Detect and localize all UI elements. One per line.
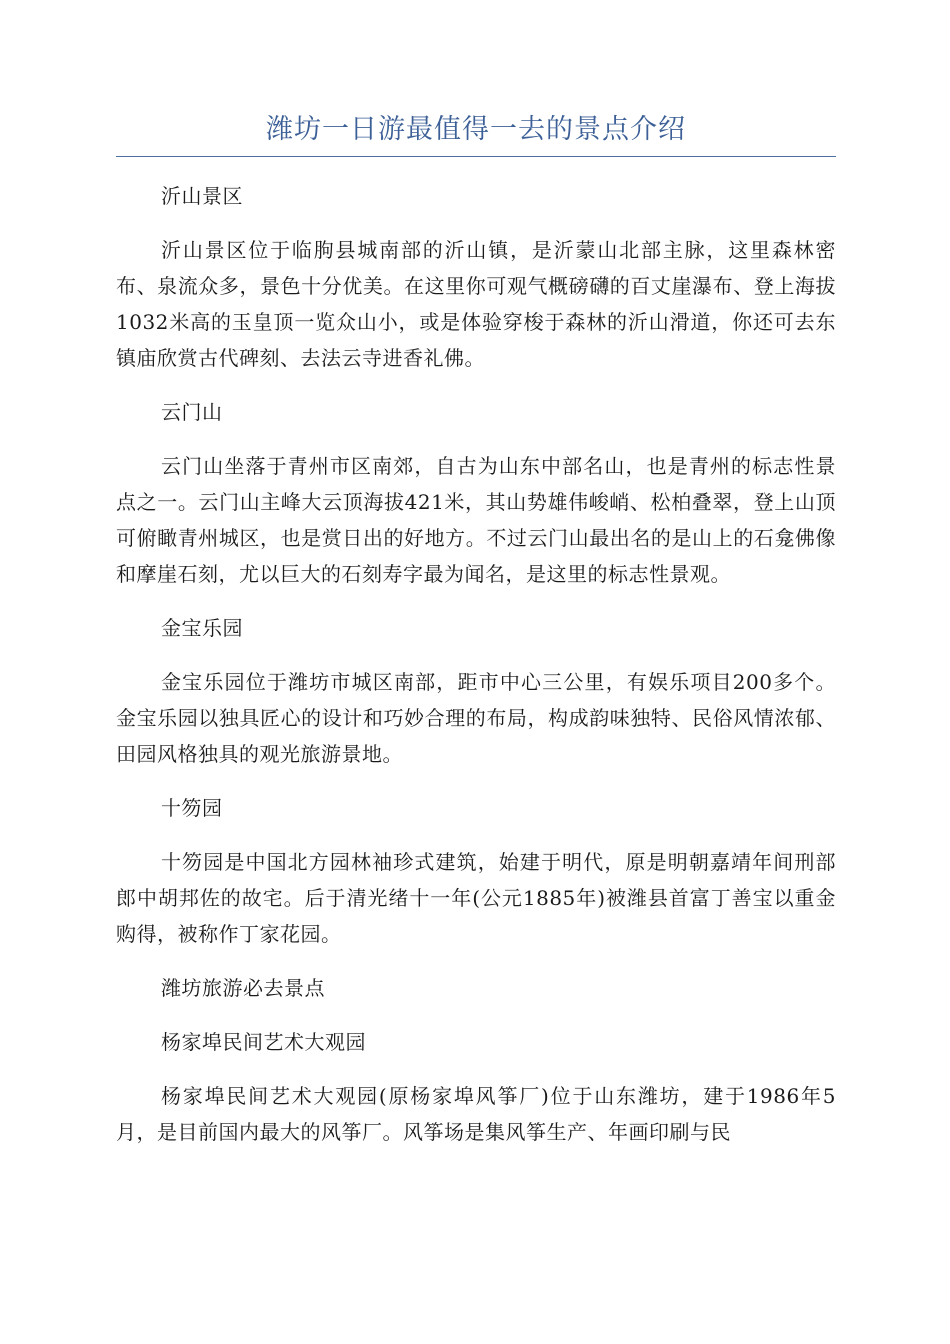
paragraph-yishan: 沂山景区位于临朐县城南部的沂山镇，是沂蒙山北部主脉，这里森林密布、泉流众多，景色十分优美。在这里你可观气概磅礴的百丈崖瀑布、登上海拔1032米高的玉皇顶一览众山小，或是体验穿梭于森林的沂山滑道，你还可去东镇庙欣赏古代碑刻、去法云寺进香礼佛。 — [116, 238, 836, 370]
section-heading-shihuyuan: 十笏园 — [161, 796, 223, 820]
section-heading-jinbao: 金宝乐园 — [161, 616, 243, 640]
section-heading-must-see: 潍坊旅游必去景点 — [161, 976, 325, 1000]
paragraph-yangjiabu: 杨家埠民间艺术大观园(原杨家埠风筝厂)位于山东潍坊，建于1986年5月，是目前国内最大的风筝厂。风筝场是集风筝生产、年画印刷与民 — [116, 1084, 836, 1144]
title-section — [116, 112, 836, 157]
paragraph-jinbao: 金宝乐园位于潍坊市城区南部，距市中心三公里，有娱乐项目200多个。金宝乐园以独具匠心的设计和巧妙合理的布局，构成韵味独特、民俗风情浓郁、田园风格独具的观光旅游景地。 — [116, 670, 836, 766]
paragraph-yunmenshan: 云门山坐落于青州市区南郊，自古为山东中部名山，也是青州的标志性景点之一。云门山主峰大云顶海拔421米，其山势雄伟峻峭、松柏叠翠，登上山顶可俯瞰青州城区，也是赏日出的好地方。不过云门山最出名的是山上的石龛佛像和摩崖石刻，尤以巨大的石刻寿字最为闻名，是这里的标志性景观。 — [116, 454, 836, 586]
section-heading-yunmenshan: 云门山 — [161, 400, 223, 424]
page-title: 潍坊一日游最值得一去的景点介绍 — [266, 114, 686, 145]
section-heading-yangjiabu: 杨家埠民间艺术大观园 — [161, 1030, 366, 1054]
paragraph-shihuyuan: 十笏园是中国北方园林袖珍式建筑，始建于明代，原是明朝嘉靖年间刑部郎中胡邦佐的故宅。后于清光绪十一年(公元1885年)被潍县首富丁善宝以重金购得，被称作丁家花园。 — [116, 850, 836, 946]
document-body — [116, 178, 836, 1168]
section-heading-yishan: 沂山景区 — [161, 184, 243, 208]
